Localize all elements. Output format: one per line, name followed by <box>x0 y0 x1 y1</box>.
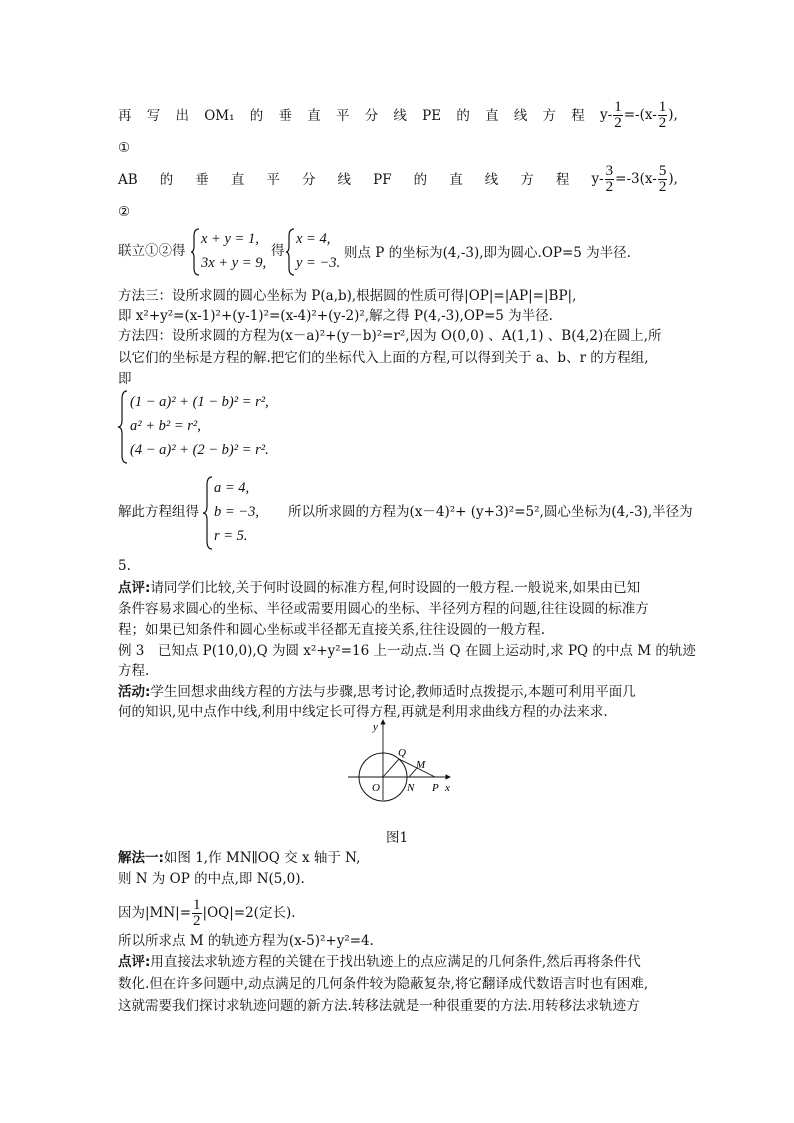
solution1-line1: 解法一:如图 1,作 MN∥OQ 交 x 轴于 N, <box>118 850 361 866</box>
activity-line2: 何的知识,见中点作中线,利用中线定长可得方程,再就是利用求曲线方程的办法来求. <box>118 704 608 720</box>
segment-oq <box>383 759 399 777</box>
word: 垂 <box>195 172 209 188</box>
word: 方 <box>542 108 557 124</box>
solution1-line2: 则 N 为 OP 的中点,即 N(5,0). <box>118 871 305 887</box>
fraction: $\frac{1}{2}$ <box>614 99 622 131</box>
joint-lead: 联立①②得 <box>118 243 186 259</box>
word: 线 <box>393 108 407 124</box>
word: 再 <box>118 108 132 124</box>
x-axis-label: x <box>445 782 450 794</box>
system-2: x = 4, y = −3. <box>296 231 341 271</box>
left-brace <box>286 228 296 276</box>
item-number: 5. <box>118 558 131 574</box>
fraction: $\frac{5}{2}$ <box>658 163 667 195</box>
word: 的 <box>249 108 264 124</box>
method4-line3: 即 <box>118 371 132 387</box>
word: 线 <box>337 172 352 188</box>
word: AB <box>118 172 138 188</box>
word: 线 <box>484 172 499 188</box>
method3-line1: 方法三：设所求圆的圆心坐标为 P(a,b),根据圆的性质可得|OP|=|AP|=|BP|, <box>118 288 577 304</box>
word: 的 <box>413 172 428 188</box>
solution-label: 解法一: <box>118 850 164 866</box>
word: PF <box>373 172 392 188</box>
word: OM₁ <box>204 108 235 124</box>
word: 方 <box>520 172 534 188</box>
fraction: $\frac{1}{2}$ <box>193 897 201 929</box>
marker-1: ① <box>118 140 131 156</box>
system-1: x + y = 1, 3x + y = 9, <box>201 231 267 271</box>
equation: y- $\frac{1}{2}$ =-(x- $\frac{1}{2}$ ), <box>600 99 678 131</box>
review1-line1: 点评:请同学们比较,关于何时设圆的标准方程,何时设圆的一般方程.一般说来,如果由已知 <box>118 580 641 596</box>
point-o-label: O <box>372 782 380 794</box>
left-brace <box>118 390 129 465</box>
word: 程 <box>571 108 585 124</box>
word: 分 <box>301 172 316 188</box>
solve-lead: 解此方程组得 <box>118 504 199 520</box>
word: 的 <box>456 108 470 124</box>
solution1-line3: 因为|MN|= $\frac{1}{2}$ |OQ|=2(定长). <box>118 897 296 929</box>
point-m-label: M <box>416 759 426 771</box>
point-q-label: Q <box>398 747 406 759</box>
point-n-label: N <box>407 782 415 794</box>
review1-line2: 条件容易求圆心的坐标、半径或需要用圆心的坐标、半径列方程的问题,往往设圆的标准方 <box>118 601 649 617</box>
solve-tail: 所以所求圆的方程为(x－4)²+ (y+3)²=5²,圆心坐标为(4,-3),半径为 <box>288 504 693 520</box>
word: 垂 <box>278 108 292 124</box>
left-brace <box>203 476 214 551</box>
left-brace <box>191 228 201 276</box>
word: 出 <box>175 108 189 124</box>
word: 直 <box>307 108 321 124</box>
line-pe <box>118 99 678 137</box>
system-solution: a = 4, b = −3, r = 5. <box>214 480 259 544</box>
example3-line2: 方程. <box>118 663 150 679</box>
word: PE <box>422 108 442 124</box>
word: 直 <box>485 108 499 124</box>
joint-tail: 则点 P 的坐标为(4,-3),即为圆心.OP=5 为半径. <box>344 245 631 261</box>
fraction: $\frac{3}{2}$ <box>605 163 614 195</box>
figure-caption: 图1 <box>386 830 409 846</box>
equation: y- $\frac{3}{2}$ =-3(x- $\frac{5}{2}$ ), <box>591 163 678 195</box>
activity-line1: 活动:学生回想求曲线方程的方法与步骤,思考讨论,教师适时点拨提示,本题可利用平面几 <box>118 684 636 700</box>
line-pf <box>118 163 678 201</box>
review1-line3: 程；如果已知条件和圆心坐标或半径都无直接关系,往往设圆的一般方程. <box>118 622 546 638</box>
word: 线 <box>513 108 528 124</box>
word: 直 <box>230 172 245 188</box>
fraction: $\frac{1}{2}$ <box>658 99 667 131</box>
method4-line1: 方法四：设所求圆的方程为(x－a)²+(y－b)²=r²,因为 O(0,0) 、A(1,1) 、B(4,2)在圆上,所 <box>118 328 662 344</box>
activity-label: 活动: <box>118 684 151 700</box>
word: 的 <box>159 172 174 188</box>
review-label: 点评: <box>118 954 151 970</box>
example3-line1: 例 3 已知点 P(10,0),Q 为圆 x²+y²=16 上一动点.当 Q 在圆上运动时,求 PQ 的中点 M 的轨迹 <box>118 643 696 659</box>
word: 平 <box>266 172 280 188</box>
word: 写 <box>146 108 161 124</box>
method4-line2: 以它们的坐标是方程的解.把它们的坐标代入上面的方程,可以得到关于 a、b、r 的方程组, <box>118 350 649 366</box>
y-axis-label: y <box>373 721 378 733</box>
review-label: 点评: <box>118 580 151 596</box>
point-p-label: P <box>432 782 439 794</box>
word: 平 <box>335 108 350 124</box>
marker-2: ② <box>118 204 131 220</box>
word: 直 <box>449 172 463 188</box>
figure-circle-diagram <box>346 716 458 802</box>
review2-line2: 数化.但在许多问题中,动点满足的几何条件较为隐蔽复杂,将它翻译成代数语言时也有困难, <box>118 976 649 992</box>
word: 分 <box>364 108 379 124</box>
review2-line1: 点评:用直接法求轨迹方程的关键在于找出轨迹上的点应满足的几何条件,然后再将条件代 <box>118 954 641 970</box>
solution1-line4: 所以所求点 M 的轨迹方程为(x-5)²+y²=4. <box>118 933 374 949</box>
review2-line3: 这就需要我们探讨求轨迹问题的新方法.转移法就是一种很重要的方法.用转移法求轨迹方 <box>118 998 640 1014</box>
system-method4: (1 − a)² + (1 − b)² = r², a² + b² = r², (4 − a)² + (2 − b)² = r². <box>130 394 269 458</box>
method3-line2: 即 x²+y²=(x-1)²+(y-1)²=(x-4)²+(y-2)²,解之得 P(4,-3),OP=5 为半径. <box>118 308 553 324</box>
joint-mid: 得 <box>271 243 285 259</box>
word: 程 <box>555 172 570 188</box>
